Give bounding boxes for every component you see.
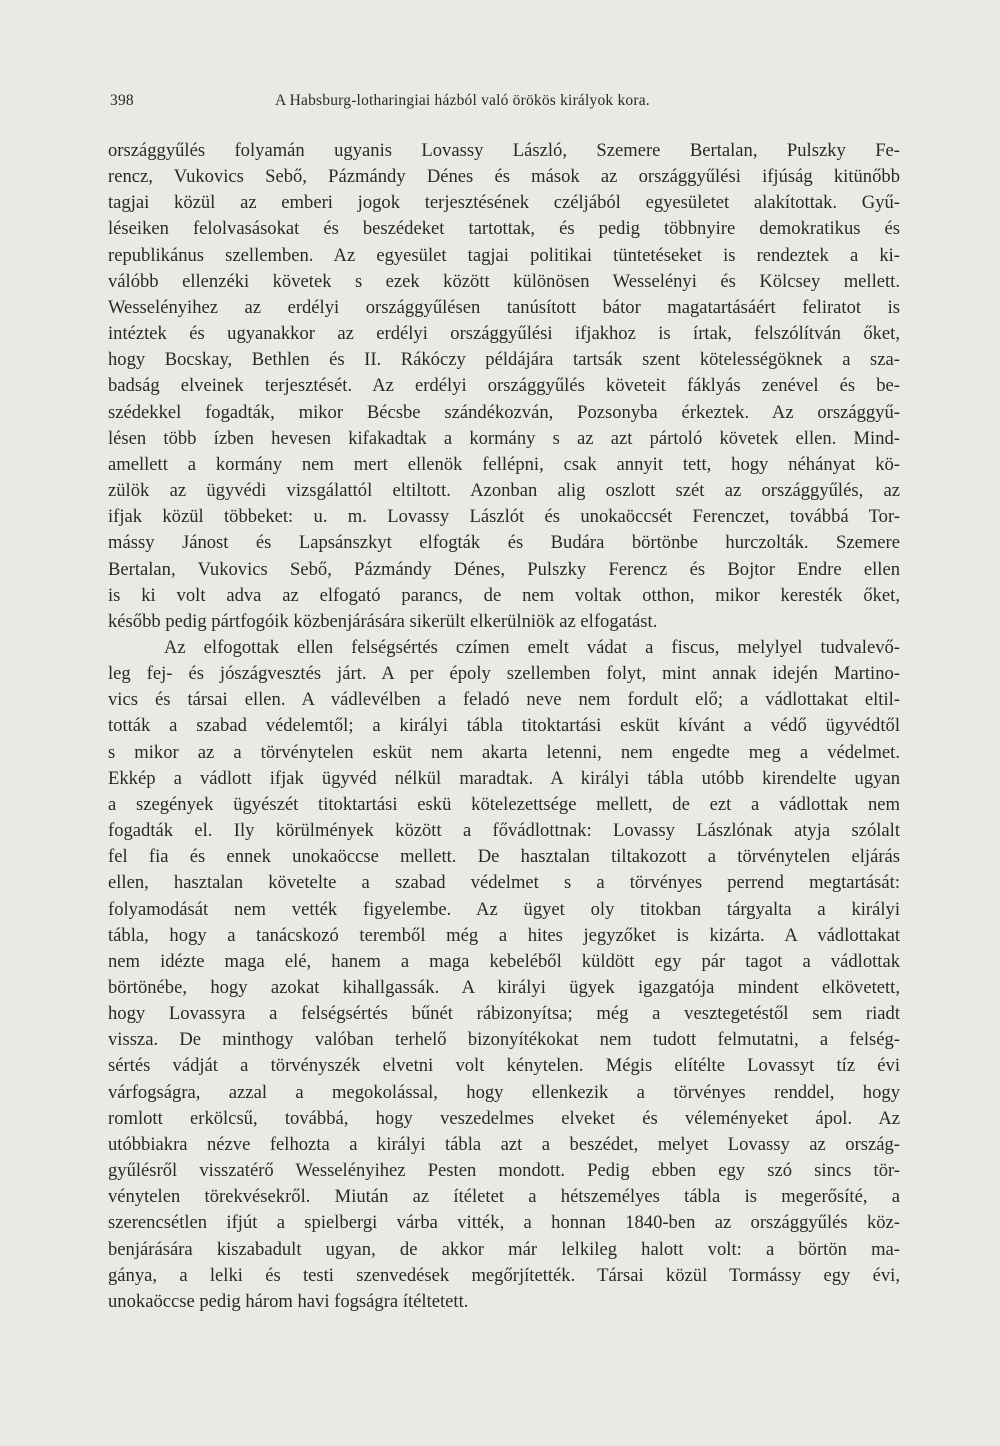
text-line: rencz, Vukovics Sebő, Pázmándy Dénes és mások az országgyűlési ifjúság kitünőbb xyxy=(108,166,900,188)
text-line: unokaöccse pedig három havi fogságra ítéltetett. xyxy=(108,1290,469,1312)
running-title: A Habsburg-lotharingiai házból való örökös királyok kora. xyxy=(275,92,650,109)
text-line: vénytelen törekvésekről. Miután az ítéletet a hétszemélyes tábla is megerősíté, a xyxy=(108,1186,900,1208)
text-line: is ki volt adva az elfogató parancs, de nem voltak otthon, mikor keresték őket, xyxy=(108,584,900,606)
text-line: utóbbiakra nézve felhozta a királyi tábla azt a beszédet, melyet Lovassy az ország- xyxy=(108,1133,900,1155)
text-line: amellett a kormány nem mert ellenök fellépni, csak annyit tett, hogy néhányat kö- xyxy=(108,453,900,475)
text-line: börtönébe, hogy azokat kihallgassák. A királyi ügyek igazgatója mindent elkövetett, xyxy=(108,977,900,998)
text-line: s mikor az a törvénytelen esküt nem akarta letenni, nem engedte meg a védelmet. xyxy=(108,741,900,763)
text-line: sértés vádját a törvényszék elvetni volt kénytelen. Mégis elítélte Lovassyt tíz évi xyxy=(108,1055,900,1077)
text-line: Az elfogottak ellen felségsértés czímen emelt vádat a fiscus, melylyel tudvalevő- xyxy=(164,636,900,658)
text-line: országgyűlés folyamán ugyanis Lovassy László, Szemere Bertalan, Pulszky Fe- xyxy=(108,140,900,161)
text-line: hogy Lovassyra a felségsértés bűnét rábizonyítsa; még a vesztegetéstől sem riadt xyxy=(108,1003,900,1025)
text-line: várfogságra, azzal a megokolással, hogy ellenkezik a törvényes renddel, hogy xyxy=(108,1081,900,1103)
text-line: ifjak közül többeket: u. m. Lovassy Lászlót és unokaöccsét Ferenczet, továbbá Tor- xyxy=(108,506,900,528)
text-line: badság elveinek terjesztését. Az erdélyi országgyűlés követeit fáklyás zenével és be- xyxy=(108,375,900,397)
text-line: romlott erkölcsű, továbbá, hogy veszedelmes elveket és véleményeket ápol. Az xyxy=(108,1107,900,1129)
body-text xyxy=(108,138,900,1315)
text-line: zülök az ügyvédi vizsgálattól eltiltott. Azonban alig oszlott szét az országgyűlés, az xyxy=(108,480,900,502)
text-line: folyamodását nem vették figyelembe. Az ügyet oly titokban tárgyalta a királyi xyxy=(108,898,900,920)
text-line: benjárására kiszabadult ugyan, de akkor már lelkileg halott volt: a börtön ma- xyxy=(108,1238,900,1260)
text-line: Bertalan, Vukovics Sebő, Pázmándy Dénes, Pulszky Ferencz és Bojtor Endre ellen xyxy=(108,558,900,580)
text-line: intéztek és ugyanakkor az erdélyi országgyűlési ifjakhoz is írtak, felszólítván őket, xyxy=(108,323,900,345)
text-line: gánya, a lelki és testi szenvedések megőrjítették. Társai közül Tormássy egy évi, xyxy=(108,1264,900,1286)
text-line: fogadták el. Ily körülmények között a fővádlottnak: Lovassy Lászlónak atyja szólalt xyxy=(108,820,900,842)
text-line: leg fej- és jószágvesztés járt. A per époly szellemben folyt, mint annak idején Martino- xyxy=(108,663,900,685)
text-line: vissza. De minthogy valóban terhelő bizonyítékokat nem tudott felmutatni, a felség- xyxy=(108,1029,900,1051)
text-line: fel fia és ennek unokaöccse mellett. De hasztalan tiltakozott a törvénytelen eljárás xyxy=(108,846,900,868)
text-line: tották a szabad védelemtől; a királyi tábla titoktartási esküt kívánt a védő ügyvédtől xyxy=(108,715,900,737)
text-line: vics és társai ellen. A vádlevélben a feladó neve nem fordult elő; a vádlottakat eltil- xyxy=(108,689,900,711)
page-number: 398 xyxy=(110,92,134,109)
text-line: gyűlésről visszatérő Wesselényihez Pesten mondott. Pedig ebben egy szó sincs tör- xyxy=(108,1160,900,1182)
text-line: Wesselényihez az erdélyi országgyűlésen tanúsított bátor magatartásáért feliratot is xyxy=(108,296,900,318)
text-line: szerencsétlen ifjút a spielbergi várba vitték, a honnan 1840-ben az országgyűlés köz- xyxy=(108,1212,900,1234)
text-line: később pedig pártfogóik közbenjárására sikerült elkerülniök az elfogatást. xyxy=(108,610,658,632)
text-line: a szegények ügyészét titoktartási eskü kötelezettsége mellett, de ezt a vádlottak nem xyxy=(108,793,900,815)
text-line: tábla, hogy a tanácskozó teremből még a hites jegyzőket is kizárta. A vádlottakat xyxy=(108,924,900,946)
text-line: szédekkel fogadták, mikor Bécsbe szándékozván, Pozsonyba érkeztek. Az országgyű- xyxy=(108,401,900,423)
text-line: republikánus szellemben. Az egyesület tagjai politikai tüntetéseket is rendeztek a ki- xyxy=(108,244,900,266)
text-line: hogy Bocskay, Bethlen és II. Rákóczy példájára tartsák szent kötelességöknek a sza- xyxy=(108,349,900,371)
text-line: mássy Jánost és Lapsánszkyt elfogták és Budára börtönbe hurczolták. Szemere xyxy=(108,532,900,554)
text-line: lésen több ízben hevesen kifakadtak a kormány s az azt pártoló követek ellen. Mind- xyxy=(108,427,900,449)
text-line: válóbb ellenzéki követek s ezek között különösen Wesselényi és Kölcsey mellett. xyxy=(108,270,900,292)
text-line: ellen, hasztalan követelte a szabad védelmet s a törvényes perrend megtartását: xyxy=(108,872,900,894)
text-line: tagjai közül az emberi jogok terjesztésének czéljából egyesületet alakítottak. Gyű- xyxy=(108,192,900,214)
running-header xyxy=(110,92,900,116)
text-line: léseiken felolvasásokat és beszédeket tartottak, és pedig többnyire demokratikus és xyxy=(108,218,900,240)
text-line: Ekkép a vádlott ifjak ügyvéd nélkül maradtak. A királyi tábla utóbb kirendelte ugyan xyxy=(108,767,900,789)
text-line: nem idézte maga elé, hanem a maga kebeléből küldött egy pár tagot a vádlottak xyxy=(108,950,900,972)
